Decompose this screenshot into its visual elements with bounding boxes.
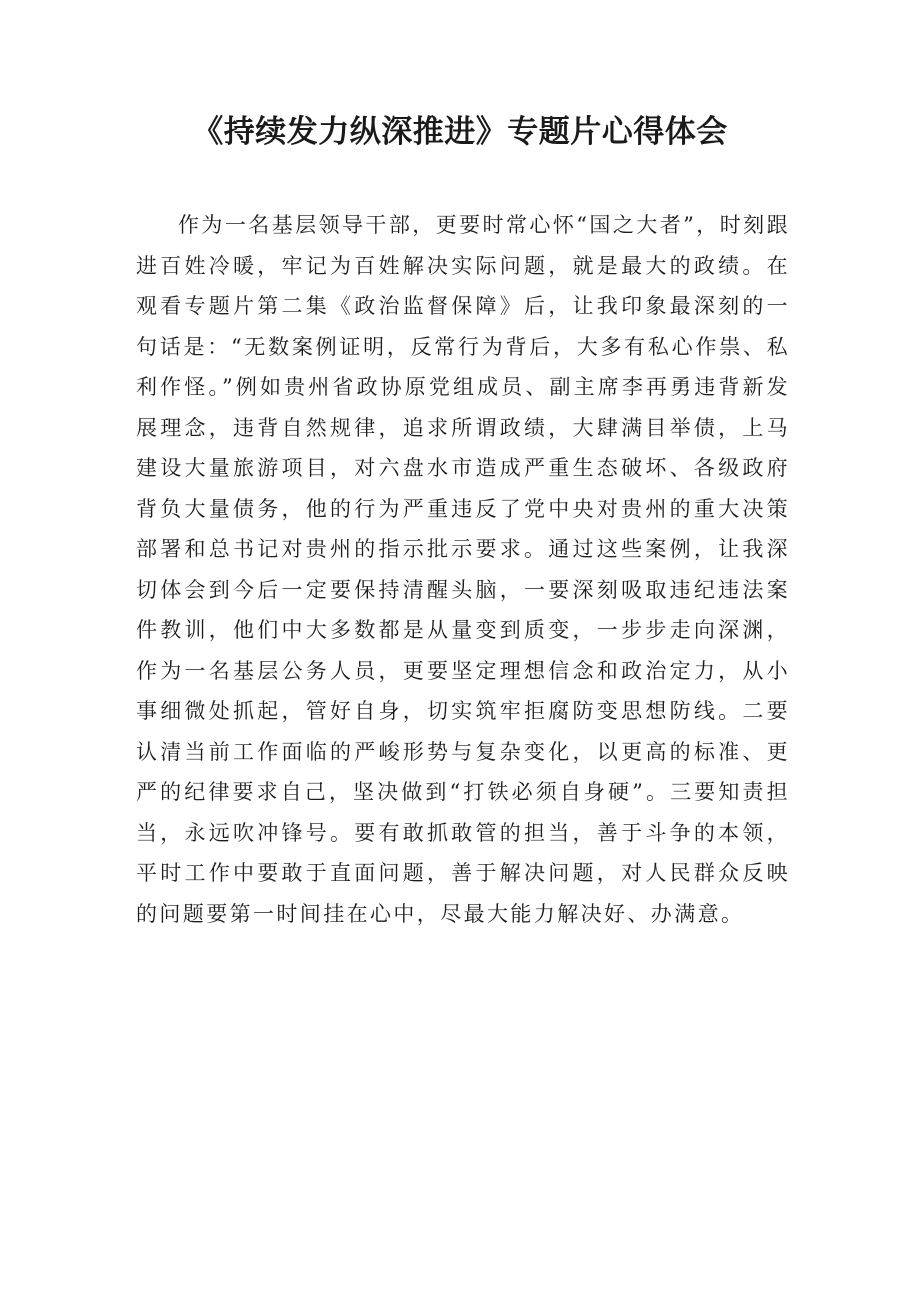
document-title: 《持续发力纵深推进》专题片心得体会 <box>192 114 728 150</box>
body-paragraph: 作为一名基层领导干部，更要时常心怀“国之大者”，时刻跟进百姓冷暖，牢记为百姓解决实际问题，就是最大的政绩。在观看专题片第二集《政治监督保障》后，让我印象最深刻的一句话是：“无数案例证明，反常行为背后，大多有私心作祟、私利作怪。”例如贵州省政协原党组成员、副主席李再勇违背新发展理念，违背自然规律，追求所谓政绩，大肆满目举债，上马建设大量旅游项目，对六盘水市造成严重生态破坏、各级政府背负大量债务，他的行为严重违反了党中央对贵州的重大决策部署和总书记对贵州的指示批示要求。通过这些案例，让我深切体会到今后一定要保持清醒头脑，一要深刻吸取违纪违法案件教训，他们中大多数都是从量变到质变，一步步走向深渊，作为一名基层公务人员，更要坚定理想信念和政治定力，从小事细微处抓起，管好自身，切实筑牢拒腐防变思想防线。二要认清当前工作面临的严峻形势与复杂变化，以更高的标准、更严的纪律要求自己，坚决做到“打铁必须自身硬”。三要知责担当，永远吹冲锋号。要有敢抓敢管的担当，善于斗争的本领，平时工作中要敢于直面问题，善于解决问题，对人民群众反映的问题要第一时间挂在心中，尽最大能力解决好、办满意。 <box>136 213 790 926</box>
